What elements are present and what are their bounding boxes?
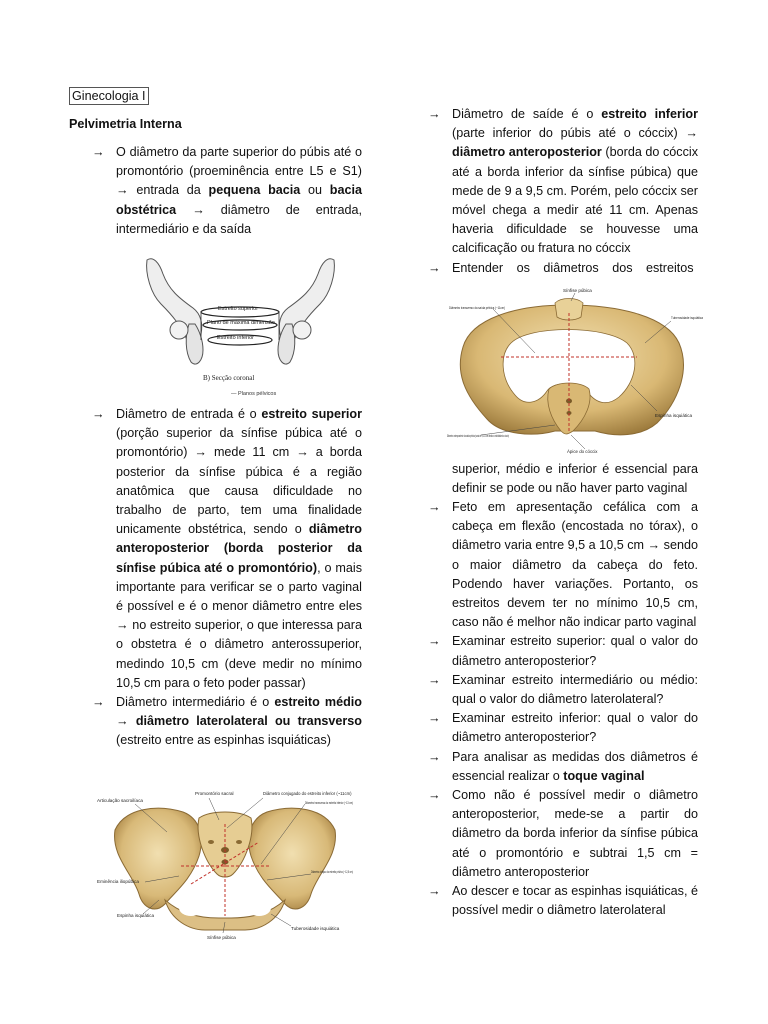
label-articulacao: Articulação sacroilíaca <box>97 798 143 803</box>
arrow-icon: → <box>92 145 105 159</box>
arrow-icon: → <box>428 107 441 121</box>
item-bold: estreito superior <box>261 407 363 421</box>
item-text: → diâmetro de entrada, intermediário e da saída <box>116 202 362 236</box>
item-text: (borda do cóccix até a borda inferior da sínfise púbica) que mede de 9 a 9,5 cm. Porém, pelo cóccix ser móvel chega a medir até 11 cm. Apenas haveria dificuldade se houvesse uma calcificação ou fratura no cóccix <box>452 145 698 256</box>
pelvis-inlet-figure <box>95 780 355 940</box>
figure-legend: — Planos pélvicos <box>231 391 277 397</box>
item-bold: diâmetro anteroposterior (borda posterior da sínfise púbica até o promontório) <box>116 522 362 575</box>
label-sinfise: Sínfise púbica <box>563 288 592 293</box>
arrow-icon: → <box>92 407 105 421</box>
item-text: Feto em apresentação cefálica com a cabeça em flexão (encostada no tórax), o diâmetro varia entre 9,5 a 10,5 cm → sendo o maior diâmetro da cabeça do feto. Podendo haver variações. Portanto, os estreitos devem ter no mínimo 10,5 cm, caso não é melhor não indicar parto vaginal <box>452 500 698 630</box>
label-transverso: Diâmetro transverso da saída pélvica (~11cm) <box>449 305 506 310</box>
item-bold: diâmetro anteroposterior <box>452 145 602 160</box>
list-item <box>428 882 698 920</box>
label-sinfise: Sínfise púbica <box>207 935 236 940</box>
label-tuberosidade: Tuberosidade isquiática <box>671 315 704 320</box>
label-conjugado: Diâmetro conjugado do estreito inferior (~11cm) <box>263 791 352 796</box>
item-text: (estreito entre as espinhas isquiáticas) <box>116 733 331 748</box>
list-item <box>428 786 698 882</box>
arrow-icon: → <box>428 500 441 514</box>
arrow-icon: → <box>428 711 441 726</box>
plane-label-mid: Plano de máxima dimensão <box>207 320 275 326</box>
item-text: Diâmetro de saíde é o <box>452 107 602 121</box>
item-text: Examinar estreito superior: qual o valor do diâmetro anteroposterior? <box>452 634 698 668</box>
item-text: , o mais importante para verificar se o parto vaginal é possível e é o menor diâmetro entre eles → no estreito superior, o que interessa para o obstetra é o diâmetro anterossuperior, medindo 10,5 cm (deve medir no mínimo 10,5 cm para o feto poder passar) <box>116 560 362 690</box>
list-item <box>92 693 362 751</box>
item-text: Examinar estreito inferior: qual o valor do diâmetro anteroposterior? <box>452 711 698 745</box>
page-title: Pelvimetria Interna <box>69 117 182 131</box>
list-item <box>428 671 698 709</box>
item-text: ou <box>300 183 330 198</box>
list-item <box>428 498 698 632</box>
item-text: Diâmetro intermediário é o <box>116 695 275 710</box>
arrow-icon: → <box>428 260 441 275</box>
item-bold: bacia obstétrica <box>116 183 362 217</box>
arrow-icon: → <box>428 749 441 764</box>
item-text: (porção superior da sínfise púbica até o promontório) → mede 11 cm → a borda posterior da sínfise púbica é a região anatômica que causa dificuldade no trabalho de parto, tem uma finalidade unicamente obstétrica, sendo o <box>116 426 362 537</box>
label-anteroposterior: Diâmetro anteroposterior da saída pélvica (varia de 9,5-11 cm devido a mobilidade do cóccix) <box>447 434 510 438</box>
continued-text: superior, médio e inferior é essencial para definir se pode ou não haver parto vaginal <box>452 462 698 496</box>
label-espinha: Espinha isquiática <box>655 413 693 418</box>
label-eminencia: Eminência iliopúbica <box>97 879 139 884</box>
label-apice: Ápice do cóccix <box>567 449 598 454</box>
list-item <box>428 632 698 670</box>
left-list-1 <box>92 143 362 239</box>
arrow-icon: → <box>428 788 441 803</box>
item-text: O diâmetro da parte superior do púbis até o promontório (proeminência entre L5 e S1) → entrada da <box>116 145 362 198</box>
item-text: Como não é possível medir o diâmetro anteroposterior, mede-se a partir do diâmetro da borda inferior da sínfise púbica até o promontório e subtrai 1,5 cm = diâmetro anteroposterior <box>452 788 698 879</box>
item-text: Diâmetro de entrada é o <box>116 407 262 421</box>
arrow-icon: → <box>92 695 105 710</box>
subject-tag: Ginecologia I <box>69 87 149 105</box>
plane-label-top: Estreito superior <box>218 306 259 312</box>
label-espinha: Espinha isquiática <box>117 913 155 918</box>
item-text: Examinar estreito intermediário ou médio: qual o valor do diâmetro laterolateral? <box>452 672 698 707</box>
right-list-1 <box>428 105 698 278</box>
list-item <box>428 105 698 259</box>
item-bold: toque vaginal <box>563 768 645 783</box>
label-transverso: Diâmetro transverso do estreito inferior (~13 cm) <box>305 800 354 805</box>
item-bold: estreito inferior <box>601 107 698 121</box>
right-list-2 <box>428 498 698 920</box>
arrow-icon: → <box>428 884 441 899</box>
label-tuberosidade: Tuberosidade isquiática <box>291 926 340 931</box>
figure-caption: B) Secção coronal <box>203 374 255 382</box>
pelvis-outlet-figure <box>445 285 705 455</box>
list-item <box>428 748 698 786</box>
list-item <box>92 143 362 239</box>
arrow-icon: → <box>428 672 441 687</box>
label-obliquo: Diâmetro oblíquo do estreito pélvico (~12,5 cm) <box>311 869 354 874</box>
item-text: Para analisar as medidas dos diâmetros é essencial realizar o <box>452 749 698 783</box>
left-list-2 <box>92 405 362 751</box>
list-item <box>428 709 698 747</box>
list-item <box>92 405 362 693</box>
item-bold: estreito médio → diâmetro laterolateral ou transverso <box>116 695 362 729</box>
plane-label-bot: Estreito inferior <box>217 335 254 341</box>
item-text: Ao descer e tocar as espinhas isquiáticas, é possível medir o diâmetro laterolateral <box>452 884 698 918</box>
arrow-icon: → <box>428 634 441 649</box>
item-text: Entender os diâmetros dos estreitos <box>452 260 694 275</box>
item-bold: pequena bacia <box>208 183 301 198</box>
pelvis-coronal-figure <box>143 254 338 400</box>
label-promontorio: Promontório sacral <box>195 791 234 796</box>
item-text: (parte inferior do púbis até o cóccix) → <box>452 126 698 141</box>
list-item <box>428 259 694 278</box>
